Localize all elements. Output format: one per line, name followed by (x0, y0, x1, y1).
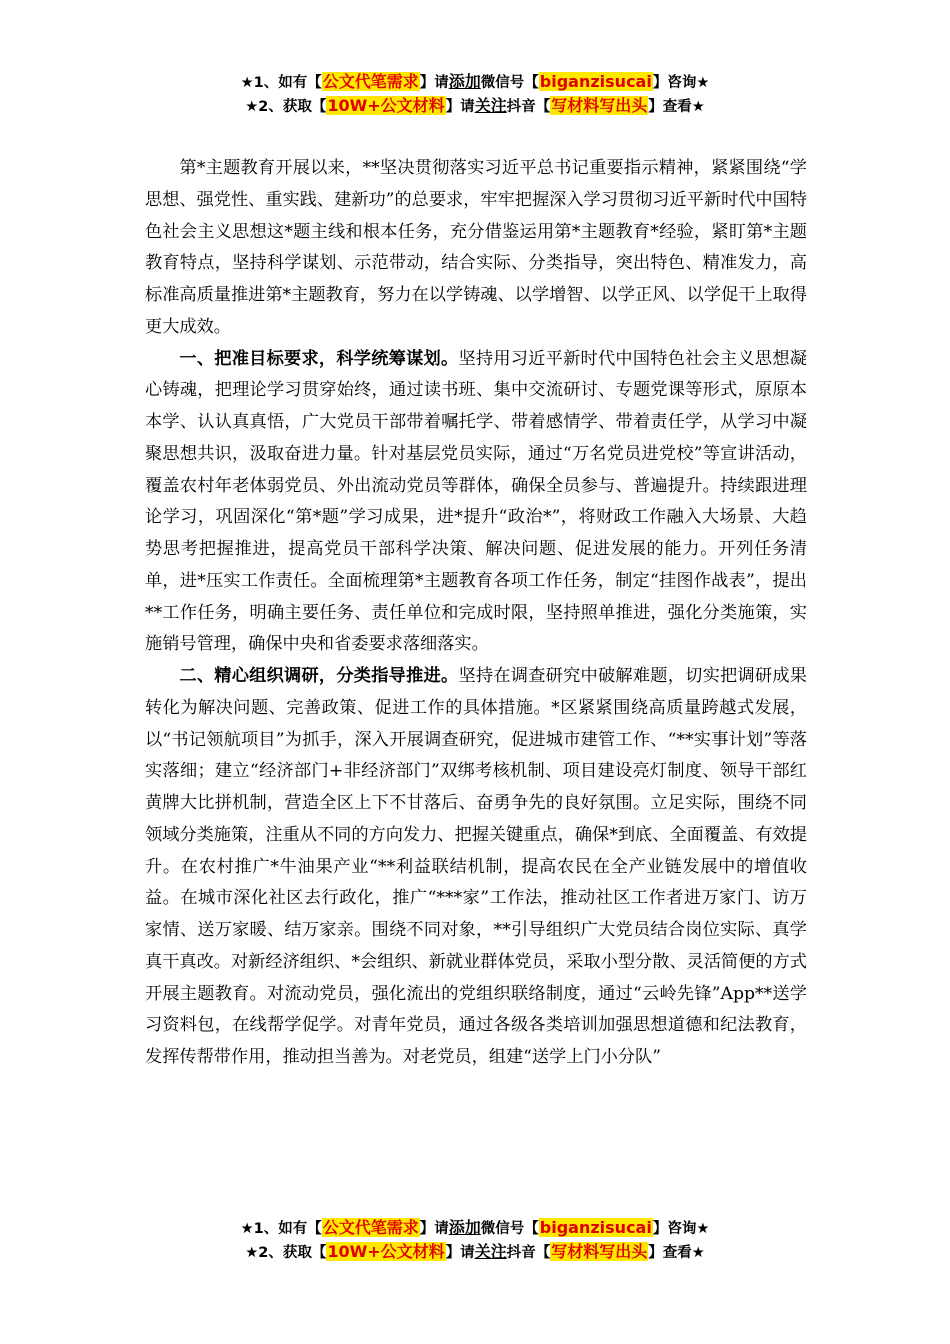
section-2-body: 坚持在调查研究中破解难题，切实把调研成果转化为解决问题、完善政策、促进工作的具体措施。*区紧紧围绕高质量跨越式发展，以“书记领航项目”为抓手，深入开展调查研究，促进城市建管工作、“**实事计划”等落实落细；建立“经济部门+非经济部门”双绑考核机制、项目建设亮灯制度、领导干部红黄牌大比拼机制，营造全区上下不甘落后、奋勇争先的良好氛围。立足实际，围绕不同领域分类施策，注重从不同的方向发力、把握关键重点，确保*到底、全面覆盖、有效提升。在农村推广*牛油果产业“**利益联结机制，提高农民在全产业链发展中的增值收益。在城市深化社区去行政化，推广“***家”工作法，推动社区工作者进万家门、访万家情、送万家暖、结万家亲。围绕不同对象，**引导组织广大党员结合岗位实际、真学真干真改。对新经济组织、*会组织、新就业群体党员，采取小型分散、灵活简便的方式开展主题教育。对流动党员，强化流出的党组织联络制度，通过“云岭先锋”App**送学习资料包，在线帮学促学。对青年党员，通过各级各类培训加强思想道德和纪法教育，发挥传帮带作用，推动担当善为。对老党员，组建“送学上门小分队” (145, 666, 807, 1067)
banner-text: ★1、如有【 (240, 1221, 322, 1237)
emphasis-text: 添加 (448, 72, 481, 91)
emphasis-text: 关注 (474, 1242, 507, 1261)
highlight-materials: 10W+公文材料 (327, 96, 445, 115)
highlight-service: 公文代笔需求 (322, 72, 419, 91)
banner-line-1 (0, 70, 950, 94)
banner-text: 】请 (445, 1245, 475, 1261)
highlight-service: 公文代笔需求 (322, 1218, 419, 1237)
banner-text: 】请 (445, 99, 475, 115)
section-1-body: 坚持用习近平新时代中国特色社会主义思想凝心铸魂，把理论学习贯穿始终，通过读书班、集中交流研讨、专题党课等形式，原原本本学、认认真真悟，广大党员干部带着嘱托学、带着感情学、带着责任学，从学习中凝聚思想共识，汲取奋进力量。针对基层党员实际，通过“万名党员进党校”等宣讲活动，覆盖农村年老体弱党员、外出流动党员等群体，确保全员参与、普遍提升。持续跟进理论学习，巩固深化“第*题”学习成果，进*提升“政治*”，将财政工作融入大场景、大趋势思考把握推进，提高党员干部科学决策、解决问题、促进发展的能力。开列任务清单，进*压实工作责任。全面梳理第*主题教育各项工作任务，制定“挂图作战表”，提出**工作任务，明确主要任务、责任单位和完成时限，坚持照单推进，强化分类施策，实施销号管理，确保中央和省委要求落细落实。 (145, 348, 807, 655)
emphasis-text: 添加 (448, 1218, 481, 1237)
banner-text: 】咨询★ (652, 1221, 710, 1237)
banner-line-2 (0, 1240, 950, 1264)
banner-text: ★1、如有【 (240, 75, 322, 91)
banner-text: 】请 (419, 75, 449, 91)
highlight-douyin-id: 写材料写出头 (551, 96, 648, 115)
banner-text: 微信号【 (480, 1221, 539, 1237)
emphasis-text: 关注 (474, 96, 507, 115)
banner-line-2 (0, 94, 950, 118)
highlight-wechat-id: biganzisucai (539, 1218, 652, 1237)
banner-text: 】查看★ (648, 99, 705, 115)
section-1-heading: 一、把准目标要求，科学统筹谋划。 (179, 348, 459, 369)
section-1-paragraph (145, 344, 807, 662)
banner-text: ★2、获取【 (245, 99, 327, 115)
banner-text: 】咨询★ (652, 75, 710, 91)
banner-text: 抖音【 (506, 1245, 551, 1261)
banner-text: 抖音【 (506, 99, 551, 115)
banner-text: ★2、获取【 (245, 1245, 327, 1261)
header-banner (0, 70, 950, 118)
highlight-douyin-id: 写材料写出头 (551, 1242, 648, 1261)
footer-banner (0, 1216, 950, 1264)
banner-line-1 (0, 1216, 950, 1240)
document-body (145, 153, 807, 1074)
highlight-wechat-id: biganzisucai (539, 72, 652, 91)
section-2-paragraph (145, 661, 807, 1074)
banner-text: 微信号【 (480, 75, 539, 91)
banner-text: 】查看★ (648, 1245, 705, 1261)
intro-paragraph: 第*主题教育开展以来，**坚决贯彻落实习近平总书记重要指示精神，紧紧围绕“学思想、强党性、重实践、建新功”的总要求，牢牢把握深入学习贯彻习近平新时代中国特色社会主义思想这*题主线和根本任务，充分借鉴运用第*主题教育*经验，紧盯第*主题教育特点，坚持科学谋划、示范带动，结合实际、分类指导，突出特色、精准发力，高标准高质量推进第*主题教育，努力在以学铸魂、以学增智、以学正风、以学促干上取得更大成效。 (145, 158, 807, 337)
highlight-materials: 10W+公文材料 (327, 1242, 445, 1261)
section-2-heading: 二、精心组织调研，分类指导推进。 (179, 666, 459, 686)
banner-text: 】请 (419, 1221, 449, 1237)
